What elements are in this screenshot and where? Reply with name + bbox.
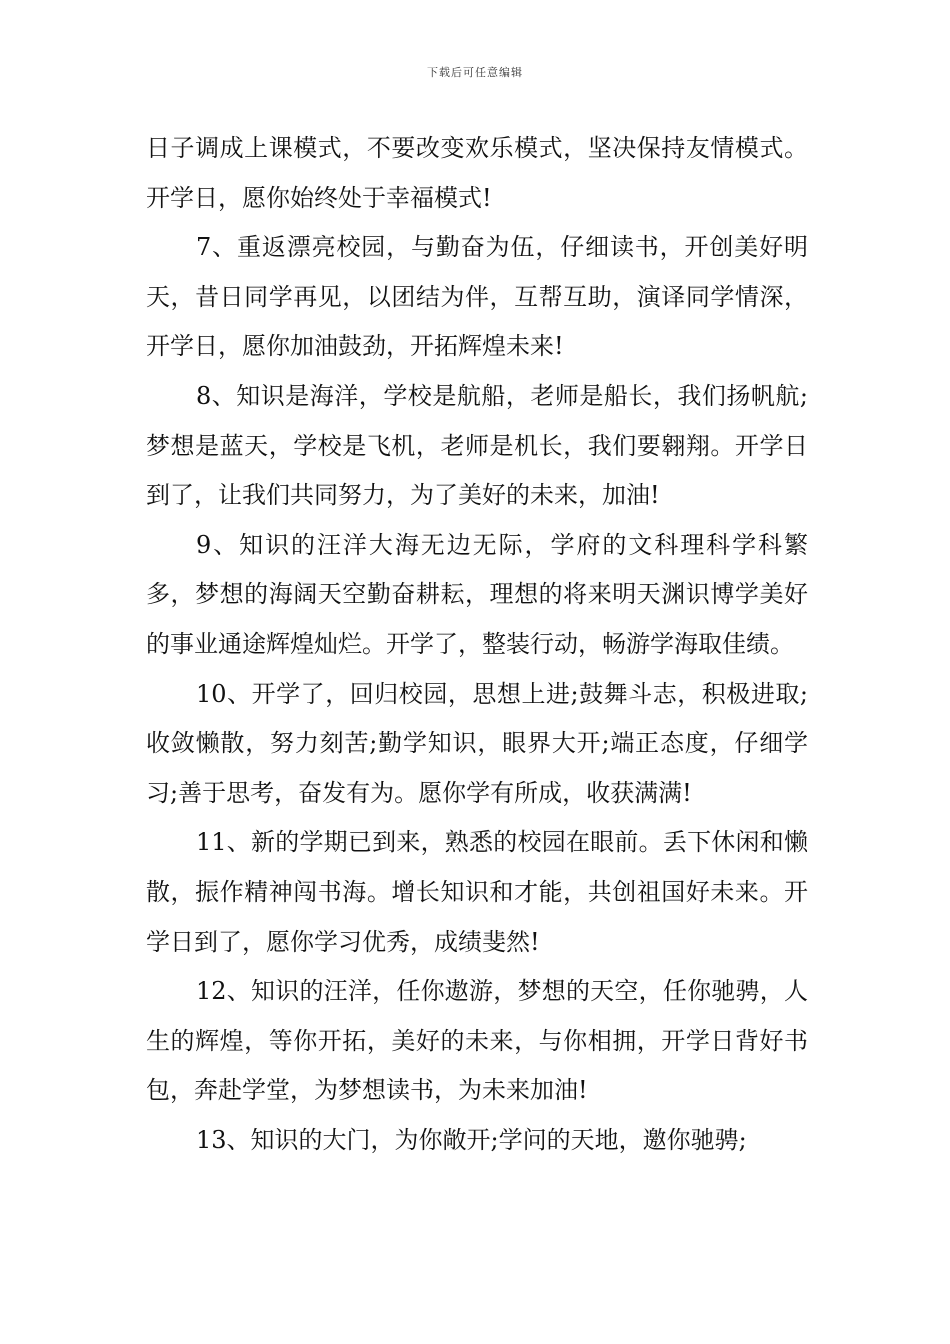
paragraph: 7、重返漂亮校园，与勤奋为伍，仔细读书，开创美好明天，昔日同学再见，以团结为伴，互帮互助，演译同学情深，开学日，愿你加油鼓劲，开拓辉煌未来! — [146, 233, 808, 361]
document-body — [146, 124, 808, 1165]
paragraph: 8、知识是海洋，学校是航船，老师是船长，我们扬帆航;梦想是蓝天，学校是飞机，老师是机长，我们要翱翔。开学日到了，让我们共同努力，为了美好的未来，加油! — [146, 381, 808, 510]
paragraph: 日子调成上课模式，不要改变欢乐模式，坚决保持友情模式。开学日，愿你始终处于幸福模式! — [146, 134, 808, 212]
paragraph: 9、知识的汪洋大海无边无际，学府的文科理科学科繁多，梦想的海阔天空勤奋耕耘，理想的将来明天渊识博学美好的事业通途辉煌灿烂。开学了，整装行动，畅游学海取佳绩。 — [146, 530, 808, 658]
paragraph: 10、开学了，回归校园，思想上进;鼓舞斗志，积极进取;收敛懒散，努力刻苦;勤学知识，眼界大开;端正态度，仔细学习;善于思考，奋发有为。愿你学有所成，收获满满! — [146, 679, 808, 807]
paragraph: 13、知识的大门，为你敞开;学问的天地，邀你驰骋; — [196, 1125, 747, 1154]
paragraph: 11、新的学期已到来，熟悉的校园在眼前。丢下休闲和懒散，振作精神闯书海。增长知识和才能，共创祖国好未来。开学日到了，愿你学习优秀，成绩斐然! — [146, 828, 808, 956]
paragraph: 12、知识的汪洋，任你遨游，梦想的天空，任你驰骋，人生的辉煌，等你开拓，美好的未来，与你相拥，开学日背好书包，奔赴学堂，为梦想读书，为未来加油! — [146, 977, 808, 1105]
page-header: 下载后可任意编辑 — [427, 66, 523, 79]
